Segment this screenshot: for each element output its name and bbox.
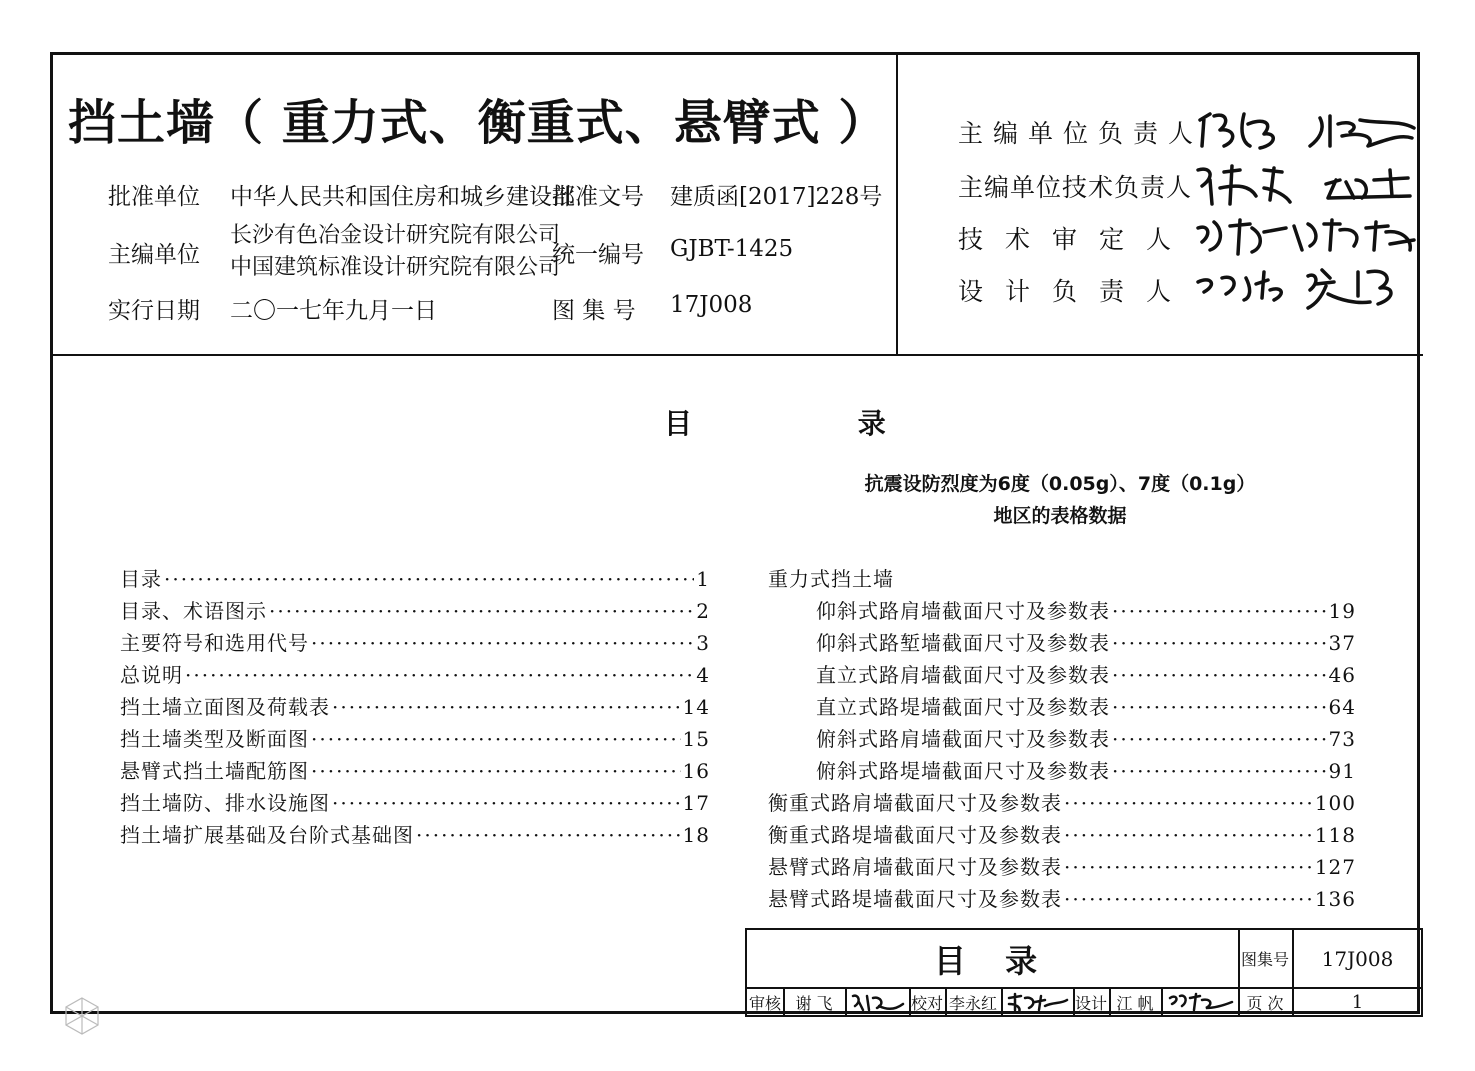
title-block bbox=[745, 928, 1423, 1017]
effective-date-label: 实行日期 bbox=[108, 298, 200, 324]
toc-sub-item[interactable]: 直立式路肩墙截面尺寸及参数表 ····· 46 bbox=[816, 659, 1356, 688]
toc-item[interactable]: 挡土墙类型及断面图 ····· 15 bbox=[120, 723, 710, 752]
designer-name: 江 帆 bbox=[1116, 993, 1154, 1013]
approval-doc-label: 批准文号 bbox=[552, 184, 644, 210]
review-label: 审核 bbox=[748, 993, 781, 1013]
toc-sub-item[interactable]: 俯斜式路肩墙截面尺寸及参数表 ····· 73 bbox=[816, 723, 1356, 752]
atlas-no: 17J008 bbox=[670, 292, 753, 318]
toc-item[interactable]: 挡土墙扩展基础及台阶式基础图 ····· 18 bbox=[120, 819, 710, 848]
toc-sub-item[interactable]: 俯斜式路堤墙截面尺寸及参数表 ····· 91 bbox=[816, 755, 1356, 784]
toc-item[interactable]: 衡重式路堤墙截面尺寸及参数表 ····· 118 bbox=[768, 819, 1356, 848]
title-block-atlas-label: 图集号 bbox=[1240, 950, 1289, 969]
reviewer-name: 谢 飞 bbox=[795, 993, 833, 1013]
check-label: 校对 bbox=[910, 993, 943, 1013]
signatory-label-4: 设计负责人 bbox=[958, 277, 1194, 306]
publisher-logo-icon bbox=[62, 996, 102, 1036]
effective-date: 二〇一七年九月一日 bbox=[230, 298, 437, 324]
unified-no: GJBT-1425 bbox=[670, 236, 794, 262]
title-block-atlas-no: 17J008 bbox=[1321, 946, 1394, 971]
approval-unit-label: 批准单位 bbox=[108, 184, 200, 210]
chief-unit-label: 主编单位 bbox=[108, 242, 200, 268]
toc-item[interactable]: 衡重式路肩墙截面尺寸及参数表 ····· 100 bbox=[768, 787, 1356, 816]
toc-item[interactable]: 目录、术语图示 ····· 2 bbox=[120, 595, 710, 624]
handwritten-signatures bbox=[1190, 100, 1420, 310]
designer-signature-mark bbox=[1166, 990, 1234, 1014]
toc-item[interactable]: 悬臂式路肩墙截面尺寸及参数表 ····· 127 bbox=[768, 851, 1356, 880]
chief-unit-2: 中国建筑标准设计研究院有限公司 bbox=[230, 255, 561, 280]
toc-item[interactable]: 总说明 ····· 4 bbox=[120, 659, 710, 688]
designer-signature bbox=[1161, 987, 1238, 1017]
approval-doc: 建质函[2017]228号 bbox=[670, 184, 883, 210]
toc-subtitle-line-1: 抗震设防烈度为6度（0.05g）、7度（0.1g） bbox=[864, 473, 1256, 495]
reviewer-signature bbox=[845, 987, 909, 1017]
header-vertical-divider bbox=[896, 52, 898, 356]
checker-signature bbox=[1001, 987, 1073, 1017]
toc-item[interactable]: 目录 ····· 1 bbox=[120, 563, 710, 592]
unified-no-label: 统一编号 bbox=[552, 242, 644, 268]
toc-sub-item[interactable]: 仰斜式路堑墙截面尺寸及参数表 ····· 37 bbox=[816, 627, 1356, 656]
page-label: 页 次 bbox=[1246, 993, 1284, 1013]
document-title: 挡土墙（ 重力式、衡重式、悬臂式 ） bbox=[68, 95, 888, 151]
toc-item[interactable]: 挡土墙立面图及荷载表 ····· 14 bbox=[120, 691, 710, 720]
approval-unit: 中华人民共和国住房和城乡建设部 bbox=[230, 184, 575, 210]
signatory-label-1: 主编单位负责人 bbox=[958, 119, 1204, 148]
reviewer-signature-mark bbox=[849, 990, 905, 1014]
signatory-label-2: 主编单位技术负责人 bbox=[958, 173, 1193, 202]
signatory-label-3: 技术审定人 bbox=[958, 225, 1194, 254]
toc-heading: 目 录 bbox=[664, 407, 964, 440]
title-block-title: 目 录 bbox=[933, 941, 1052, 980]
chief-unit-1: 长沙有色冶金设计研究院有限公司 bbox=[230, 223, 561, 248]
toc-group-title: 重力式挡土墙 bbox=[768, 567, 894, 591]
toc-sub-item[interactable]: 直立式路堤墙截面尺寸及参数表 ····· 64 bbox=[816, 691, 1356, 720]
toc-item[interactable]: 悬臂式路堤墙截面尺寸及参数表 ····· 136 bbox=[768, 883, 1356, 912]
page-number: 1 bbox=[1351, 991, 1364, 1013]
toc-item[interactable]: 主要符号和选用代号 ····· 3 bbox=[120, 627, 710, 656]
checker-name: 李永红 bbox=[948, 993, 997, 1013]
design-label: 设计 bbox=[1074, 993, 1107, 1013]
toc-sub-item[interactable]: 仰斜式路肩墙截面尺寸及参数表 ····· 19 bbox=[816, 595, 1356, 624]
toc-item[interactable]: 挡土墙防、排水设施图 ····· 17 bbox=[120, 787, 710, 816]
header-divider bbox=[50, 354, 1423, 356]
toc-item[interactable]: 悬臂式挡土墙配筋图 ····· 16 bbox=[120, 755, 710, 784]
checker-signature-mark bbox=[1005, 990, 1069, 1014]
toc-subtitle-line-2: 地区的表格数据 bbox=[993, 505, 1127, 527]
atlas-no-label: 图 集 号 bbox=[552, 298, 636, 324]
